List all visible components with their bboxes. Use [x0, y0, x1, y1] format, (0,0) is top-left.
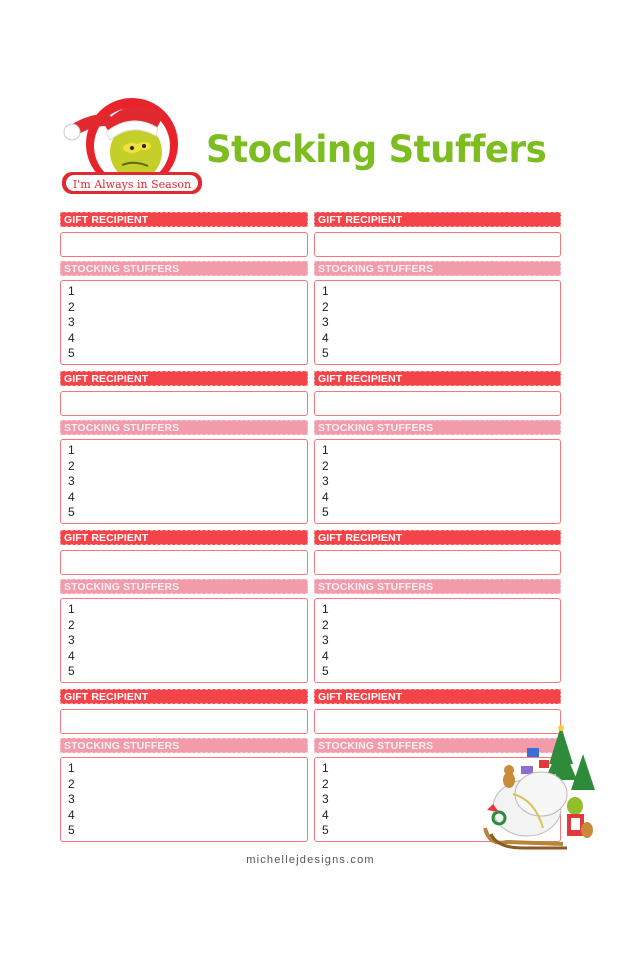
stocking-stuffers-label: STOCKING STUFFERS — [60, 420, 308, 435]
recipient-name-field[interactable] — [314, 232, 561, 257]
list-item: 4 — [322, 489, 329, 504]
gift-recipient-label: GIFT RECIPIENT — [314, 371, 561, 386]
stocking-stuffers-label: STOCKING STUFFERS — [314, 420, 561, 435]
gift-recipient-label: GIFT RECIPIENT — [60, 530, 308, 545]
stuffers-list-field[interactable] — [60, 757, 308, 842]
list-item: 1 — [68, 761, 75, 775]
gift-recipient-label: GIFT RECIPIENT — [314, 530, 561, 545]
list-item: 2 — [68, 776, 75, 791]
stocking-stuffers-label: STOCKING STUFFERS — [314, 579, 561, 594]
list-item: 3 — [322, 474, 329, 488]
list-item: 5 — [322, 346, 329, 360]
list-item: 5 — [322, 505, 329, 519]
list-item: 4 — [322, 648, 329, 663]
recipient-card — [60, 530, 308, 688]
list-item: 1 — [322, 443, 329, 457]
stocking-stuffers-label: STOCKING STUFFERS — [60, 261, 308, 276]
list-item: 5 — [68, 664, 75, 678]
stuffers-list-field[interactable] — [60, 598, 308, 683]
list-item: 3 — [68, 633, 75, 647]
recipient-name-field[interactable] — [60, 709, 308, 734]
list-item: 1 — [68, 602, 75, 616]
recipient-name-field[interactable] — [314, 550, 561, 575]
list-item: 3 — [322, 792, 329, 806]
list-item: 4 — [322, 330, 329, 345]
stuffers-list-field[interactable] — [60, 439, 308, 524]
list-item: 3 — [322, 315, 329, 329]
list-item: 4 — [322, 807, 329, 822]
list-item: 2 — [322, 299, 329, 314]
gift-recipient-label: GIFT RECIPIENT — [314, 689, 561, 704]
list-item: 4 — [68, 648, 75, 663]
list-item: 2 — [322, 776, 329, 791]
gift-recipient-label: GIFT RECIPIENT — [60, 212, 308, 227]
recipient-card — [314, 530, 561, 688]
gift-recipient-label: GIFT RECIPIENT — [60, 371, 308, 386]
recipient-name-field[interactable] — [314, 391, 561, 416]
recipient-name-field[interactable] — [60, 550, 308, 575]
stuffers-list-field[interactable] — [314, 439, 561, 524]
gift-recipient-label: GIFT RECIPIENT — [60, 689, 308, 704]
stocking-stuffers-label: STOCKING STUFFERS — [314, 738, 561, 753]
card-row-1 — [60, 212, 562, 370]
list-item: 5 — [68, 346, 75, 360]
list-item: 5 — [68, 505, 75, 519]
list-item: 3 — [68, 474, 75, 488]
list-item: 2 — [68, 299, 75, 314]
stocking-stuffers-label: STOCKING STUFFERS — [60, 579, 308, 594]
list-item: 5 — [68, 823, 75, 837]
svg-text:I'm Always in Season: I'm Always in Season — [72, 178, 192, 191]
recipient-card — [314, 212, 561, 370]
stuffers-list-field[interactable] — [314, 598, 561, 683]
recipient-name-field[interactable] — [60, 232, 308, 257]
stocking-stuffers-label: STOCKING STUFFERS — [314, 261, 561, 276]
stuffers-list-field[interactable] — [60, 280, 308, 365]
list-item: 5 — [322, 664, 329, 678]
list-item: 4 — [68, 330, 75, 345]
list-item: 2 — [68, 617, 75, 632]
stocking-stuffers-label: STOCKING STUFFERS — [60, 738, 308, 753]
recipient-card — [60, 212, 308, 370]
grinch-logo-icon — [60, 90, 204, 198]
recipient-card — [314, 371, 561, 529]
list-item: 1 — [322, 284, 329, 298]
grinch-sleigh-icon — [483, 724, 595, 852]
card-row-3 — [60, 530, 562, 688]
list-item: 3 — [68, 792, 75, 806]
stuffers-list-field[interactable] — [314, 280, 561, 365]
list-item: 1 — [68, 443, 75, 457]
gift-recipient-label: GIFT RECIPIENT — [314, 212, 561, 227]
list-item: 3 — [322, 633, 329, 647]
page-title: Stocking Stuffers — [206, 128, 547, 171]
list-item: 5 — [322, 823, 329, 837]
list-item: 1 — [322, 602, 329, 616]
card-row-2 — [60, 371, 562, 529]
list-item: 2 — [322, 458, 329, 473]
list-item: 2 — [322, 617, 329, 632]
recipient-card — [60, 371, 308, 529]
list-item: 3 — [68, 315, 75, 329]
recipient-name-field[interactable] — [60, 391, 308, 416]
list-item: 1 — [68, 284, 75, 298]
list-item: 4 — [68, 807, 75, 822]
list-item: 2 — [68, 458, 75, 473]
footer-website: michellejdesigns.com — [246, 854, 375, 866]
recipient-card — [60, 689, 308, 847]
list-item: 1 — [322, 761, 329, 775]
list-item: 4 — [68, 489, 75, 504]
